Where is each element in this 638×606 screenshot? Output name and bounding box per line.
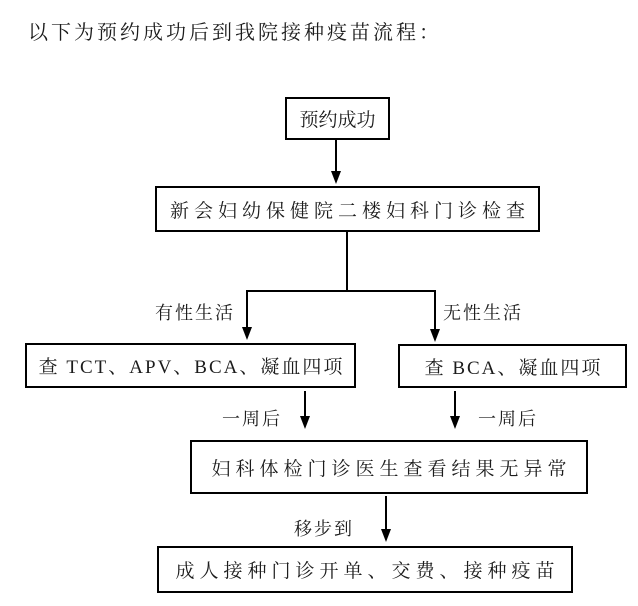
arrowhead-start-to-clinic-icon (331, 171, 341, 184)
connector-left-tests-to-review (304, 391, 306, 417)
page-title: 以下为预约成功后到我院接种疫苗流程： (28, 22, 442, 44)
arrowhead-review-to-vaccination-icon (381, 529, 391, 542)
edge-label-one-week-later-right: 一周后 (478, 409, 538, 429)
node-tests-not-sexually-active: 查 BCA、凝血四项 (398, 344, 627, 388)
arrowhead-left-tests-to-review-icon (300, 416, 310, 429)
edge-label-proceed-to: 移步到 (294, 519, 354, 539)
arrowhead-branch-left-icon (242, 327, 252, 340)
connector-branch-right (434, 290, 436, 330)
node-vaccination: 成人接种门诊开单、交费、接种疫苗 (157, 546, 573, 593)
arrowhead-right-tests-to-review-icon (450, 416, 460, 429)
connector-branch-horizontal (246, 290, 436, 292)
node-clinic-check: 新会妇幼保健院二楼妇科门诊检查 (155, 186, 540, 232)
connector-right-tests-to-review (454, 391, 456, 417)
edge-label-sexually-active: 有性生活 (155, 303, 235, 323)
connector-start-to-clinic (335, 140, 337, 173)
connector-branch-left (246, 290, 248, 328)
node-start: 预约成功 (285, 97, 390, 140)
connector-review-to-vaccination (385, 496, 387, 530)
edge-label-one-week-later-left: 一周后 (222, 409, 282, 429)
edge-label-not-sexually-active: 无性生活 (443, 303, 523, 323)
node-tests-sexually-active: 查 TCT、APV、BCA、凝血四项 (25, 343, 356, 388)
node-doctor-review: 妇科体检门诊医生查看结果无异常 (190, 440, 588, 494)
connector-clinic-stem (346, 232, 348, 292)
arrowhead-branch-right-icon (430, 329, 440, 342)
